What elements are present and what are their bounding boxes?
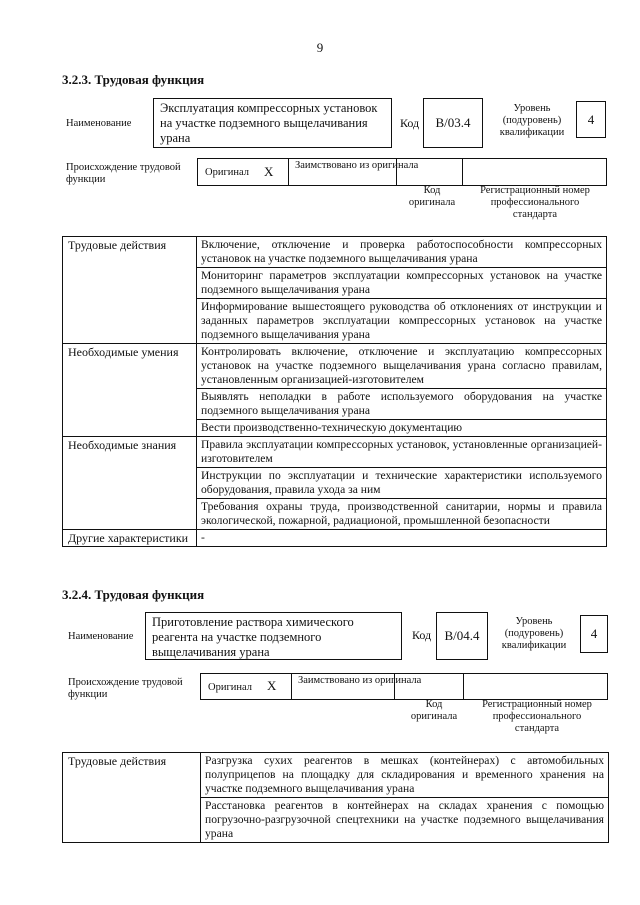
level-label: Уровень (подуровень) квалификации <box>501 616 567 651</box>
function-table-body <box>63 237 607 547</box>
original-label: Оригинал <box>208 682 252 693</box>
item-cell: - <box>197 530 607 547</box>
table-row <box>63 237 607 268</box>
qualification-level: 4 <box>587 111 595 127</box>
level-label: Уровень (подуровень) квалификации <box>499 103 565 138</box>
function-code: В/04.4 <box>444 628 480 643</box>
origin-label: Происхождение трудовой функции <box>68 677 183 700</box>
function-name-box <box>145 612 402 660</box>
item-cell: Контролировать включение, отключение и эксплуатацию компрессорных установок на участке подземного выщелачивания урана согласно правилам, установленным организацией-изготовителем <box>197 344 607 389</box>
function-table <box>62 236 607 547</box>
origin-table <box>197 158 607 186</box>
item-cell: Мониторинг параметров эксплуатации компрессорных установок на участке подземного выщелачивания урана <box>197 268 607 299</box>
category-cell: Трудовые действия <box>63 237 197 344</box>
item-cell: Требования охраны труда, производственной санитарии, нормы и правила экологической, пожарной, радиационой, промышленной безопасности <box>197 499 607 530</box>
function-name-box <box>153 98 392 148</box>
item-cell: Включение, отключение и проверка работоспособности компрессорных установок на участке подземного выщелачивания урана <box>197 237 607 268</box>
item-cell: Разгрузка сухих реагентов в мешках (контейнерах) с автомобильных полуприцепов на площадку для складирования и временного хранения на участке подземного выщелачивания урана <box>201 753 609 798</box>
borrowed-label: Заимствовано из оригинала <box>295 160 419 171</box>
qualification-level-box <box>576 101 606 138</box>
category-cell: Необходимые умения <box>63 344 197 437</box>
original-mark: X <box>267 678 277 693</box>
table-row <box>63 530 607 547</box>
origin-label: Происхождение трудовой функции <box>66 162 181 185</box>
function-code: В/03.4 <box>435 115 471 130</box>
table-row <box>63 437 607 468</box>
item-cell: Выявлять неполадки в работе используемого оборудования на участке подземного выщелачивания урана <box>197 389 607 420</box>
borrowed-label: Заимствовано из оригинала <box>298 675 422 686</box>
function-name: Приготовление раствора химического реагента на участке подземного выщелачивания урана <box>152 615 354 659</box>
qualification-level-box <box>580 615 608 653</box>
section-title: 3.2.3. Трудовая функция <box>62 72 205 87</box>
function-table <box>62 752 609 843</box>
reg-number-caption: Регистрационный номер профессионального стандарта <box>480 185 590 220</box>
table-row <box>63 753 609 798</box>
original-label: Оригинал <box>205 167 249 178</box>
item-cell: Правила эксплуатации компрессорных установок, установленные организацией-изготовителем <box>197 437 607 468</box>
function-name: Эксплуатация компрессорных установок на участке подземного выщелачивания урана <box>160 101 378 145</box>
function-code-box <box>423 98 483 148</box>
code-label: Код <box>400 116 420 130</box>
function-code-box <box>436 612 488 660</box>
item-cell: Информирование вышестоящего руководства об отклонениях от инструкции и заданных параметров эксплуатации компрессорных установок на участке подземного выщелачивания урана <box>197 299 607 344</box>
reg-number-caption: Регистрационный номер профессионального стандарта <box>482 699 592 734</box>
section-title: 3.2.4. Трудовая функция <box>62 587 205 602</box>
item-cell: Расстановка реагентов в контейнерах на складах хранения с помощью погрузочно-разгрузочной спецтехники на участке подземного выщелачивания урана <box>201 798 609 843</box>
qualification-level: 4 <box>590 626 598 641</box>
function-table-body <box>63 753 609 843</box>
original-mark: X <box>264 164 274 179</box>
table-row <box>63 344 607 389</box>
code-label: Код <box>412 628 432 642</box>
page-number: 9 <box>316 40 324 55</box>
item-cell: Инструкции по эксплуатации и технические характеристики используемого оборудования, правила ухода за ним <box>197 468 607 499</box>
name-label: Наименование <box>66 118 132 129</box>
category-cell: Необходимые знания <box>63 437 197 530</box>
name-label: Наименование <box>68 631 134 642</box>
category-cell: Трудовые действия <box>63 753 201 843</box>
category-cell: Другие характеристики <box>63 530 197 547</box>
item-cell: Вести производственно-техническую документацию <box>197 420 607 437</box>
code-original-caption: Код оригинала <box>410 699 458 722</box>
origin-table <box>200 673 608 700</box>
code-original-caption: Код оригинала <box>408 185 456 208</box>
